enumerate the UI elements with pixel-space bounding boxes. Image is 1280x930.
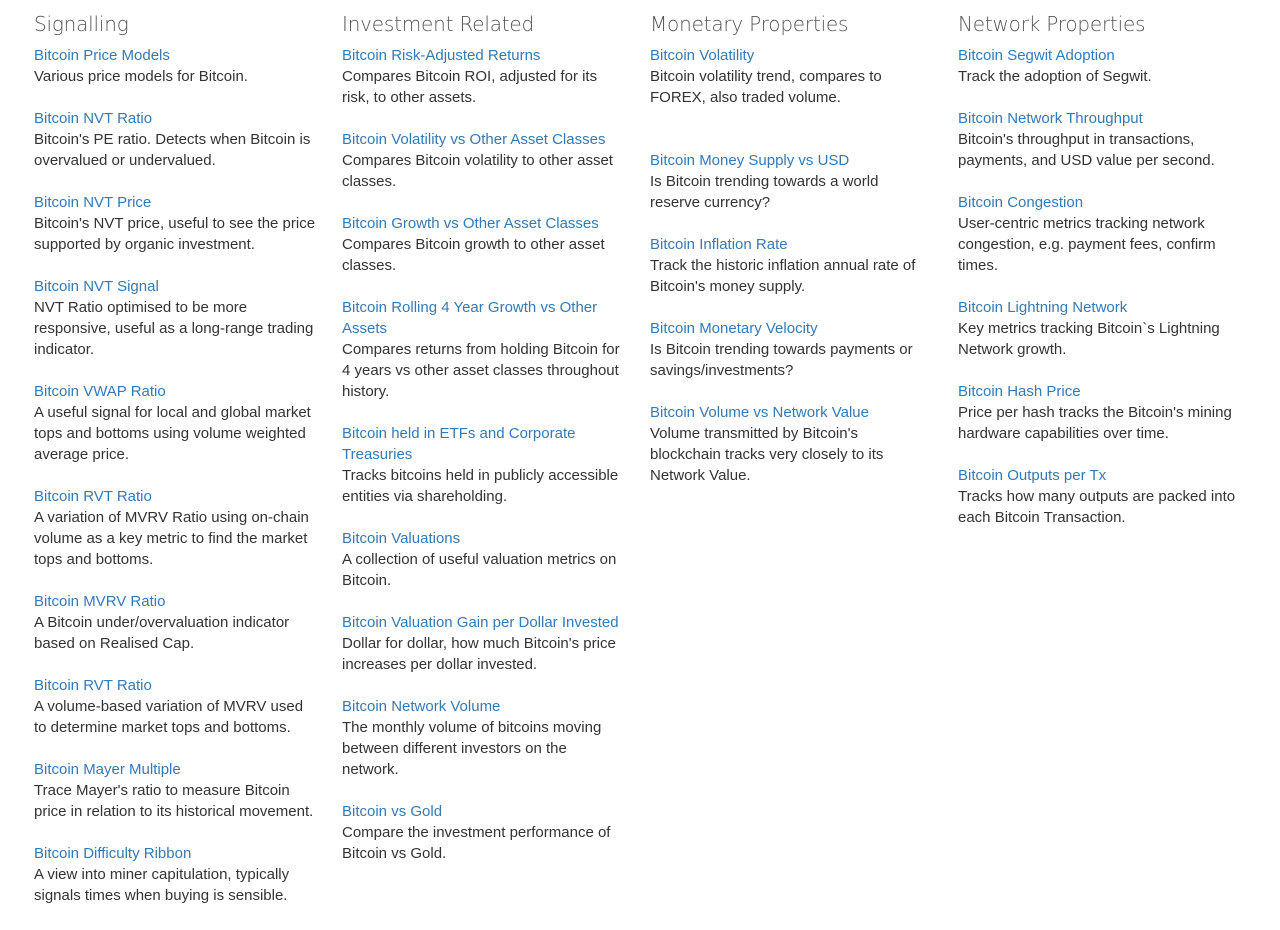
list-item [958,45,1240,87]
metric-link[interactable]: Bitcoin held in ETFs and Corporate Treasuries [342,425,576,463]
metric-description: Compares Bitcoin volatility to other asset classes. [342,152,613,190]
metric-link[interactable]: Bitcoin Risk-Adjusted Returns [342,47,541,64]
metric-link[interactable]: Bitcoin Volatility [650,47,755,64]
metric-description: Compares Bitcoin ROI, adjusted for its risk, to other assets. [342,68,598,106]
list-item [650,45,932,108]
metric-description: Bitcoin's PE ratio. Detects when Bitcoin is overvalued or undervalued. [34,131,311,169]
list-item [958,108,1240,171]
metric-description: Volume transmitted by Bitcoin's blockchain tracks very closely to its Network Value. [650,425,884,484]
metric-link[interactable]: Bitcoin Price Models [34,47,170,64]
list-item [342,213,624,276]
metric-link[interactable]: Bitcoin Network Throughput [958,110,1143,127]
metric-link[interactable]: Bitcoin NVT Price [34,194,152,211]
item-list [650,45,932,486]
metric-description: Is Bitcoin trending towards payments or savings/investments? [650,341,913,379]
metric-link[interactable]: Bitcoin Volume vs Network Value [650,404,869,421]
list-item [958,465,1240,528]
list-item [34,675,316,738]
list-item [342,423,624,507]
metric-description: Various price models for Bitcoin. [34,68,248,85]
list-item [34,486,316,570]
list-item [34,192,316,255]
metric-description: Tracks bitcoins held in publicly accessible entities via shareholding. [342,467,619,505]
metric-link[interactable]: Bitcoin Difficulty Ribbon [34,845,192,862]
metric-link[interactable]: Bitcoin RVT Ratio [34,677,152,694]
metric-link[interactable]: Bitcoin Valuations [342,530,461,547]
metric-link[interactable]: Bitcoin Rolling 4 Year Growth vs Other Assets [342,299,598,337]
metric-link[interactable]: Bitcoin VWAP Ratio [34,383,166,400]
column-signalling [34,10,316,927]
metric-description: Dollar for dollar, how much Bitcoin's price increases per dollar invested. [342,635,616,673]
list-item [958,192,1240,276]
column-investment-related [342,10,624,885]
metric-description: Compares Bitcoin growth to other asset classes. [342,236,605,274]
metric-link[interactable]: Bitcoin NVT Ratio [34,110,153,127]
list-item [342,528,624,591]
metric-link[interactable]: Bitcoin RVT Ratio [34,488,152,505]
metric-link[interactable]: Bitcoin NVT Signal [34,278,159,295]
metric-description: Bitcoin's NVT price, useful to see the price supported by organic investment. [34,215,316,253]
metric-link[interactable]: Bitcoin Hash Price [958,383,1081,400]
column-title: Monetary Properties [650,12,849,36]
metric-description: Price per hash tracks the Bitcoin's mining hardware capabilities over time. [958,404,1232,442]
metric-link[interactable]: Bitcoin Volatility vs Other Asset Classes [342,131,606,148]
list-item [34,276,316,360]
metric-link[interactable]: Bitcoin Lightning Network [958,299,1128,316]
metric-description: A variation of MVRV Ratio using on-chain volume as a key metric to find the market tops and bottoms. [34,509,309,568]
metric-link[interactable]: Bitcoin Outputs per Tx [958,467,1107,484]
metric-description: Is Bitcoin trending towards a world reserve currency? [650,173,879,211]
column-title: Signalling [34,12,129,36]
metric-description: Bitcoin volatility trend, compares to FOREX, also traded volume. [650,68,882,106]
column-monetary-properties [650,10,932,507]
list-item [958,381,1240,444]
column-title: Investment Related [342,12,534,36]
metric-link[interactable]: Bitcoin Money Supply vs USD [650,152,850,169]
list-item [34,759,316,822]
metric-link[interactable]: Bitcoin Mayer Multiple [34,761,181,778]
list-item [650,318,932,381]
list-item [342,801,624,864]
list-item [958,297,1240,360]
metric-link[interactable]: Bitcoin Growth vs Other Asset Classes [342,215,599,232]
metric-description: A collection of useful valuation metrics on Bitcoin. [342,551,617,589]
metric-description: A Bitcoin under/overvaluation indicator based on Realised Cap. [34,614,290,652]
metric-link[interactable]: Bitcoin Monetary Velocity [650,320,818,337]
metric-description: Tracks how many outputs are packed into each Bitcoin Transaction. [958,488,1236,526]
list-item [342,612,624,675]
metric-link[interactable]: Bitcoin MVRV Ratio [34,593,166,610]
metric-link[interactable]: Bitcoin Inflation Rate [650,236,788,253]
metric-link[interactable]: Bitcoin Valuation Gain per Dollar Invested [342,614,619,631]
list-item [650,402,932,486]
list-item [342,696,624,780]
column-title: Network Properties [958,12,1146,36]
list-item [650,234,932,297]
metric-description: A useful signal for local and global market tops and bottoms using volume weighted average price. [34,404,311,463]
metric-description: Trace Mayer's ratio to measure Bitcoin price in relation to its historical movement. [34,782,314,820]
list-item [34,843,316,906]
list-item [650,150,932,213]
list-item [34,108,316,171]
metric-link[interactable]: Bitcoin Segwit Adoption [958,47,1115,64]
metric-link[interactable]: Bitcoin Congestion [958,194,1084,211]
metric-description: Track the adoption of Segwit. [958,68,1152,85]
list-item [34,381,316,465]
metric-link[interactable]: Bitcoin vs Gold [342,803,443,820]
metric-description: Track the historic inflation annual rate of Bitcoin's money supply. [650,257,916,295]
list-item [34,591,316,654]
list-item [342,297,624,402]
metric-description: Bitcoin's throughput in transactions, payments, and USD value per second. [958,131,1215,169]
column-network-properties [958,10,1240,549]
list-item [342,45,624,108]
metric-description: User-centric metrics tracking network congestion, e.g. payment fees, confirm times. [958,215,1216,274]
metric-description: The monthly volume of bitcoins moving between different investors on the network. [342,719,602,778]
list-item [342,129,624,192]
metric-description: NVT Ratio optimised to be more responsive, useful as a long-range trading indicator. [34,299,314,358]
item-list [958,45,1240,528]
metric-description: Compare the investment performance of Bitcoin vs Gold. [342,824,611,862]
item-list [34,45,316,906]
metric-description: A volume-based variation of MVRV used to determine market tops and bottoms. [34,698,304,736]
item-list [342,45,624,864]
metric-description: Key metrics tracking Bitcoin`s Lightning Network growth. [958,320,1220,358]
list-item [34,45,316,87]
metric-description: Compares returns from holding Bitcoin for 4 years vs other asset classes throughout history. [342,341,620,400]
metric-description: A view into miner capitulation, typically signals times when buying is sensible. [34,866,290,904]
metric-link[interactable]: Bitcoin Network Volume [342,698,501,715]
